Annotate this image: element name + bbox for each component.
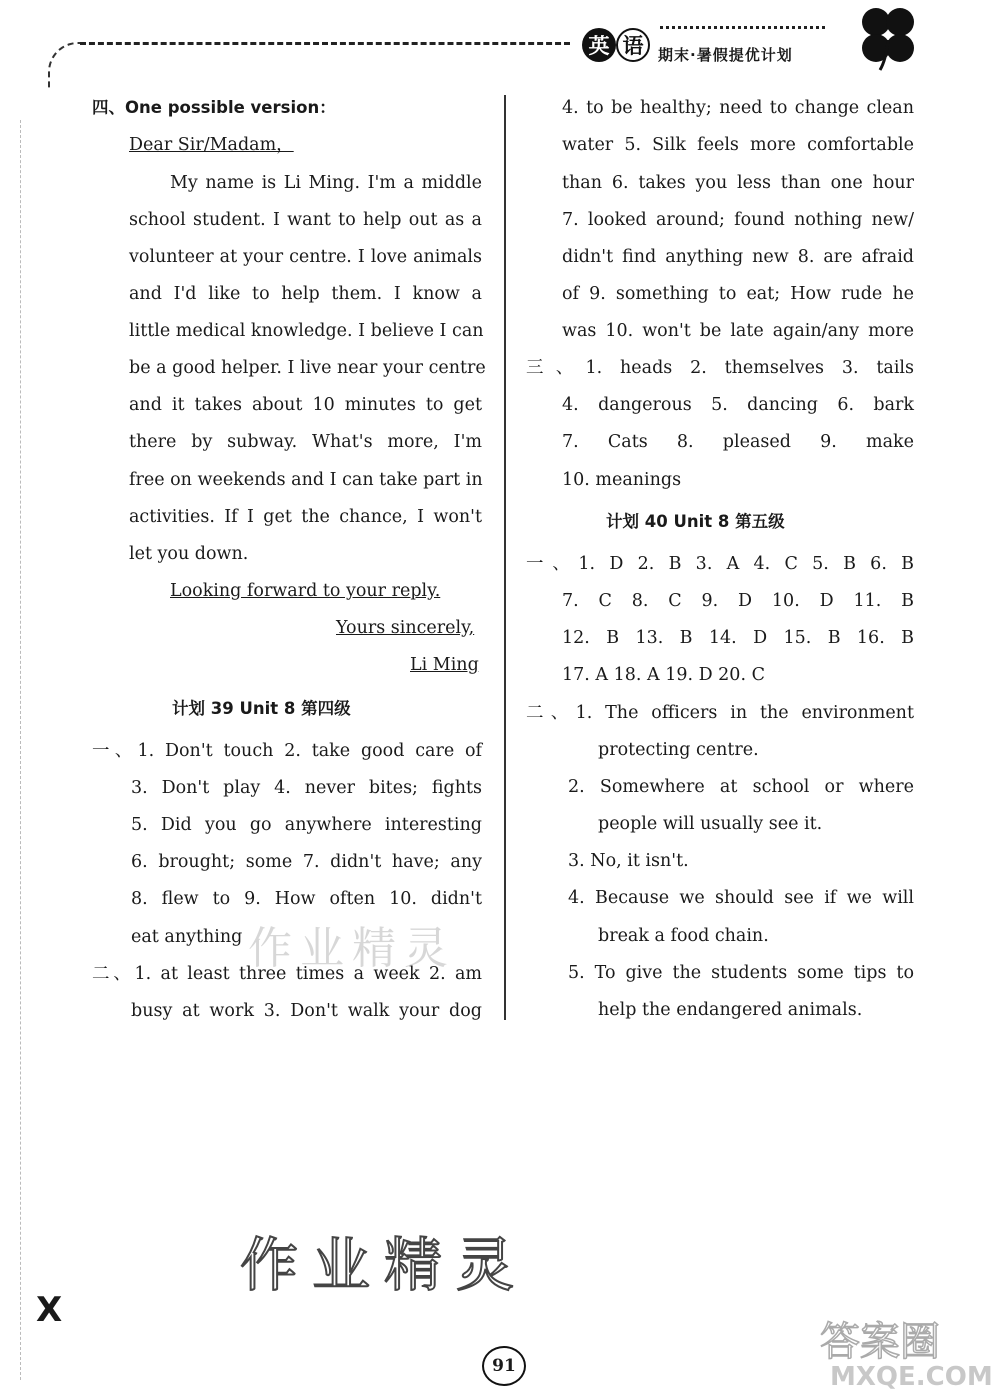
letter-signoff: Yours sincerely, bbox=[336, 618, 475, 638]
answer-line: 2. Somewhere at school or where bbox=[568, 777, 914, 797]
letter-line: My name is Li Ming. I'm a middle bbox=[170, 173, 482, 193]
letter-line: let you down. bbox=[129, 544, 249, 564]
letter-line: free on weekends and I can take part in bbox=[129, 470, 483, 490]
answer-line: 三、1. heads 2. themselves 3. tails bbox=[526, 358, 914, 378]
header-dotted-rule bbox=[660, 26, 825, 29]
plan-39-title: 计划 39 Unit 8 第四级 bbox=[172, 699, 351, 718]
answer-line: 一、1. D 2. B 3. A 4. C 5. B 6. B bbox=[526, 554, 914, 574]
answer-line: 3. Don't play 4. never bites; fights bbox=[131, 778, 482, 798]
section-four-heading: 四、One possible version： bbox=[92, 98, 336, 117]
answer-line: 7. C 8. C 9. D 10. D 11. B bbox=[562, 591, 914, 611]
answer-line: water 5. Silk feels more comfortable bbox=[562, 135, 914, 155]
answer-line: 7. Cats 8. pleased 9. make bbox=[562, 432, 914, 452]
clover-logo-icon bbox=[852, 4, 924, 72]
page-number: 91 bbox=[482, 1346, 526, 1386]
answer-line: help the endangered animals. bbox=[598, 1000, 863, 1020]
answer-line: protecting centre. bbox=[598, 740, 759, 760]
subject-badge-ying: 英 bbox=[582, 28, 616, 62]
plan-40-title: 计划 40 Unit 8 第五级 bbox=[606, 512, 785, 531]
letter-signature: Li Ming bbox=[410, 655, 479, 675]
answer-line: 4. to be healthy; need to change clean bbox=[562, 98, 914, 118]
answer-line: 17. A 18. A 19. D 20. C bbox=[562, 665, 765, 685]
scissor-marker: X bbox=[36, 1290, 63, 1330]
letter-line: there by subway. What's more, I'm bbox=[129, 432, 482, 452]
answer-line: 10. meanings bbox=[562, 470, 682, 490]
answer-line: 4. dangerous 5. dancing 6. bark bbox=[562, 395, 914, 415]
watermark-middle: 作业精灵 bbox=[248, 923, 456, 974]
answer-line: 二、1. The officers in the environment bbox=[526, 703, 914, 723]
letter-line: and I'd like to help them. I know a bbox=[129, 284, 482, 304]
answer-line: break a food chain. bbox=[598, 926, 769, 946]
letter-line: little medical knowledge. I believe I can bbox=[129, 321, 484, 341]
page-edge-shadow bbox=[20, 120, 21, 1380]
answer-line: 5. Did you go anywhere interesting bbox=[131, 815, 482, 835]
answer-line: 4. Because we should see if we will bbox=[568, 888, 914, 908]
answer-line: 一、1. Don't touch 2. take good care of bbox=[92, 741, 482, 761]
series-title: 期末·暑假提优计划 bbox=[658, 46, 793, 64]
watermark-bottom: 作业精灵 bbox=[240, 1231, 529, 1299]
answer-line: busy at work 3. Don't walk your dog bbox=[131, 1001, 482, 1021]
answer-line: eat anything bbox=[131, 927, 243, 947]
answer-line: of 9. something to eat; How rude he bbox=[562, 284, 914, 304]
letter-line: activities. If I get the chance, I won't bbox=[129, 507, 482, 527]
letter-line: volunteer at your centre. I love animals bbox=[129, 247, 482, 267]
header-dashed-rule bbox=[80, 42, 570, 45]
answer-line: didn't find anything new 8. are afraid bbox=[562, 247, 914, 267]
letter-closing: Looking forward to your reply. bbox=[170, 581, 441, 601]
watermark-corner-logo: 答案圈 bbox=[820, 1319, 940, 1365]
answer-line: 12. B 13. B 14. D 15. B 16. B bbox=[562, 628, 914, 648]
answer-line: than 6. takes you less than one hour bbox=[562, 173, 914, 193]
answer-line: people will usually see it. bbox=[598, 814, 823, 834]
answer-line: 8. flew to 9. How often 10. didn't bbox=[131, 889, 482, 909]
letter-line: and it takes about 10 minutes to get bbox=[129, 395, 482, 415]
subject-badge-yu: 语 bbox=[616, 28, 650, 62]
answer-line: was 10. won't be late again/any more bbox=[562, 321, 914, 341]
answer-line: 6. brought; some 7. didn't have; any bbox=[131, 852, 482, 872]
answer-line: 5. To give the students some tips to bbox=[568, 963, 914, 983]
letter-line: school student. I want to help out as a bbox=[129, 210, 482, 230]
header-corner-decoration bbox=[48, 42, 80, 89]
watermark-site: MXQE.COM bbox=[830, 1362, 993, 1392]
answer-line: 二、1. at least three times a week 2. am bbox=[92, 964, 482, 984]
letter-salutation: Dear Sir/Madam， bbox=[129, 135, 294, 155]
letter-line: be a good helper. I live near your centre bbox=[129, 358, 486, 378]
answer-line: 7. looked around; found nothing new/ bbox=[562, 210, 914, 230]
column-divider bbox=[504, 95, 506, 1020]
answer-line: 3. No, it isn't. bbox=[568, 851, 689, 871]
